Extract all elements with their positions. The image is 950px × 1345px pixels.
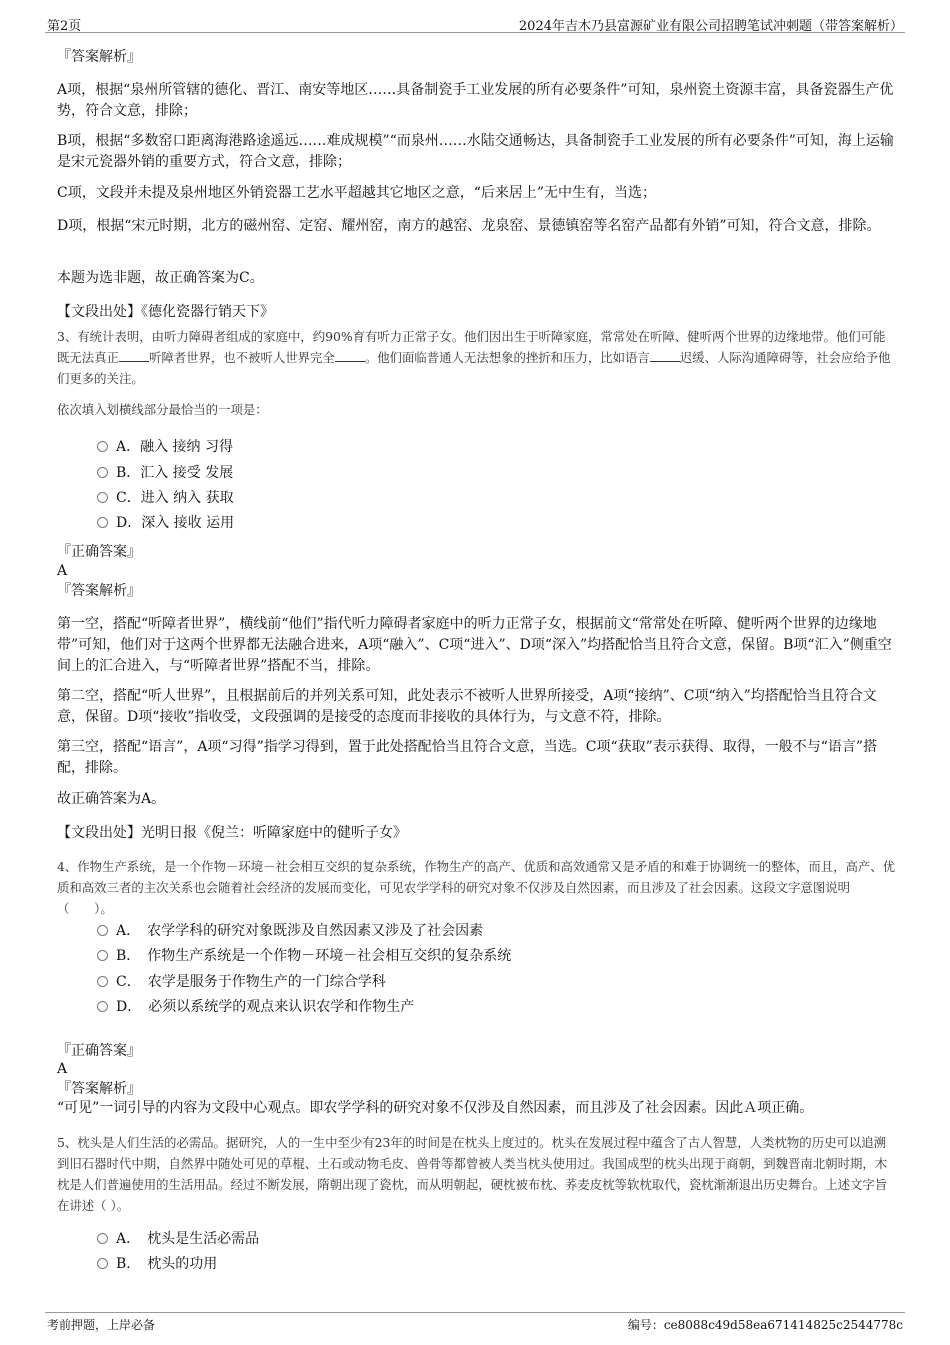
blank-2 (335, 351, 365, 362)
q3-option-a[interactable]: A．融入 接纳 习得 (97, 437, 233, 457)
q3-answer: A (57, 563, 68, 579)
q5-stem: 5、枕头是人们生活的必需品。据研究，人的一生中至少有23年的时间是在枕头上度过的。枕头在发展过程中蕴含了古人智慧，人类枕物的历史可以追溯到旧石器时代中期，自然界中随处可见的草棍、土石或动物毛皮、兽骨等都曾被人类当枕头使用过。我国成型的枕头出现于商朝，到魏晋南北朝时期，木枕是人们普遍使用的生活用品。经过不断发展，隋朝出现了瓷枕，而从明朝起，硬枕被布枕、荞麦皮枕等软枕取代，瓷枕渐渐退出历史舞台。上述文字旨在讲述（ ）。 (57, 1135, 888, 1213)
q4-option-d[interactable]: D． 必须以系统学的观点来认识农学和作物生产 (97, 997, 414, 1017)
page-footer (45, 1312, 905, 1333)
footer-id: 编号：ce8088c49d58ea671414825c2544778c (627, 1318, 903, 1332)
radio-icon[interactable] (97, 492, 108, 503)
q2-source: 【文段出处】《德化瓷器行销天下》 (57, 304, 274, 320)
q2-analysis-c: C项，文段并未提及泉州地区外销瓷器工艺水平超越其它地区之意，“后来居上”无中生有，当选； (57, 185, 657, 201)
q3-option-b[interactable]: B．汇入 接受 发展 (97, 463, 233, 483)
q5-option-b[interactable]: B． 枕头的功用 (97, 1254, 217, 1274)
q3-answer-label: 『正确答案』 (57, 544, 141, 560)
blank-1 (119, 351, 149, 362)
q4-option-b[interactable]: B． 作物生产系统是一个作物－环境－社会相互交织的复杂系统 (97, 946, 511, 966)
radio-icon[interactable] (97, 950, 108, 961)
q3-question: 依次填入划横线部分最恰当的一项是： (57, 402, 268, 417)
q2-conclusion: 本题为选非题，故正确答案为C。 (57, 270, 264, 286)
q2-analysis-d: D项，根据“宋元时期，北方的磁州窑、定窑、耀州窑，南方的越窑、龙泉窑、景德镇窑等名窑产品都有外销”可知，符合文意，排除。 (57, 218, 881, 234)
q2-analysis-b: B项，根据“多数窑口距离海港路途遥远……难成规模”“而泉州……水陆交通畅达，具备制瓷手工业发展的所有必要条件”可知，海上运输是宋元瓷器外销的重要方式，符合文意，排除； (57, 133, 894, 170)
blank-3 (650, 351, 680, 362)
q4-option-c[interactable]: C． 农学是服务于作物生产的一门综合学科 (97, 972, 386, 992)
q3-option-c[interactable]: C．进入 纳入 获取 (97, 488, 234, 508)
q4-stem: 4、作物生产系统，是一个作物－环境－社会相互交织的复杂系统，作物生产的高产、优质和高效通常又是矛盾的和难于协调统一的整体，而且，高产、优质和高效三者的主次关系也会随着社会经济的发展而变化，可见农学学科的研究对象不仅涉及自然因素，而且涉及了社会因素。这段文字意图说明（ ）。 (57, 859, 896, 916)
q2-analysis-a: A项，根据“泉州所管辖的德化、晋江、南安等地区……具备制瓷手工业发展的所有必要条件”可知，泉州瓷土资源丰富，具备瓷器生产优势，符合文意，排除； (57, 82, 894, 119)
q4-analysis: “可见”一词引导的内容为文段中心观点。即农学学科的研究对象不仅涉及自然因素，而且涉及了社会因素。因此Ａ项正确。 (57, 1100, 814, 1116)
radio-icon[interactable] (97, 517, 108, 528)
footer-slogan: 考前押题，上岸必备 (47, 1318, 156, 1332)
q3-source: 【文段出处】光明日报《倪兰：听障家庭中的健听子女》 (57, 825, 407, 841)
radio-icon[interactable] (97, 1233, 108, 1244)
q5-option-a[interactable]: A． 枕头是生活必需品 (97, 1229, 259, 1249)
radio-icon[interactable] (97, 1258, 108, 1269)
q4-analysis-label: 『答案解析』 (57, 1081, 141, 1097)
radio-icon[interactable] (97, 1001, 108, 1012)
q3-analysis-3: 第三空，搭配“语言”，A项“习得”指学习得到，置于此处搭配恰当且符合文意，当选。C项“获取”表示获得、取得，一般不与“语言”搭配，排除。 (57, 739, 878, 776)
radio-icon[interactable] (97, 976, 108, 987)
page-number: 第2页 (47, 19, 82, 34)
radio-icon[interactable] (97, 925, 108, 936)
q4-answer: A (57, 1061, 68, 1077)
page-header (45, 14, 905, 33)
q3-analysis-2: 第二空，搭配“听人世界”，且根据前后的并列关系可知，此处表示不被听人世界所接受，A项“接纳”、C项“纳入”均搭配恰当且符合文意，保留。D项“接收”指收受，文段强调的是接受的态度而非接收的具体行为，与文意不符，排除。 (57, 688, 877, 725)
q3-analysis-label: 『答案解析』 (57, 583, 141, 599)
q3-conclusion: 故正确答案为A。 (57, 791, 166, 807)
q3-option-d[interactable]: D．深入 接收 运用 (97, 513, 234, 533)
q3-analysis-1: 第一空，搭配“听障者世界”，横线前“他们”指代听力障碍者家庭中的听力正常子女，根据前文“常常处在听障、健听两个世界的边缘地带”可知，他们对于这两个世界都无法融合进来，A项“融入”、C项“进入”、D项“深入”均搭配恰当且符合文意，保留。B项“汇入”侧重空间上的汇合进入，与“听障者世界”搭配不当，排除。 (57, 616, 892, 674)
q4-option-a[interactable]: A． 农学学科的研究对象既涉及自然因素又涉及了社会因素 (97, 921, 483, 941)
q3-stem: 3、有统计表明，由听力障碍者组成的家庭中，约90%育有听力正常子女。他们因出生于听障家庭，常常处在听障、健听两个世界的边缘地带。他们可能既无法真正 听障者世界，也不被听人世界完全 。他们面临普通人无法想象的挫折和压力，比如语言 迟缓、人际沟通障碍等，社会应给予他们更多的关注。 (57, 329, 891, 386)
q2-analysis-label: 『答案解析』 (57, 49, 141, 65)
document-title: 2024年吉木乃县富源矿业有限公司招聘笔试冲刺题（带答案解析） (518, 19, 903, 34)
radio-icon[interactable] (97, 441, 108, 452)
radio-icon[interactable] (97, 467, 108, 478)
q4-answer-label: 『正确答案』 (57, 1043, 141, 1059)
